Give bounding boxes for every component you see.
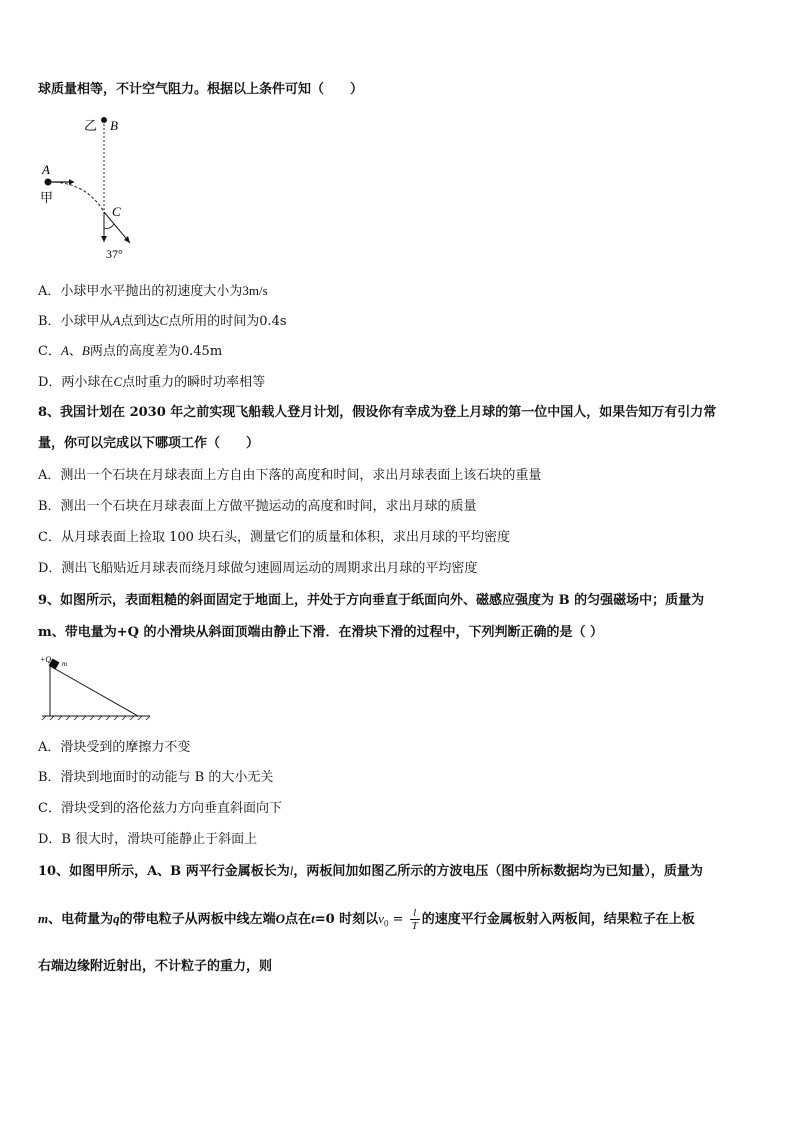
q8-option-a: A．测出一个石块在月球表面上方自由下落的高度和时间，求出月球表面上该石块的重量: [38, 468, 542, 483]
ground-hatching: [42, 716, 150, 720]
trajectory-curve: [50, 182, 104, 212]
label-angle: 37°: [106, 247, 123, 261]
fraction-l-over-t: $\frac{l}{T}$: [411, 907, 418, 932]
q7-option-a: A．小球甲水平抛出的初速度大小为3m/s: [38, 283, 268, 299]
q9-option-a: A．滑块受到的摩擦力不变: [38, 740, 191, 755]
q8-option-d: D．测出飞船贴近月球表而绕月球做匀速圆周运动的周期求出月球的平均密度: [38, 561, 478, 576]
q7-option-c: C．A、B两点的高度差为0.45m: [38, 343, 223, 359]
q8-stem-line1: 8、我国计划在 2030 年之前实现飞船载人登月计划，假设你有幸成为登上月球的第一位中国人，如果告知万有引力常: [38, 405, 717, 420]
incline-slope: [50, 666, 138, 716]
label-jia: 甲: [40, 190, 54, 205]
q9-option-c: C．滑块受到的洛伦兹力方向垂直斜面向下: [38, 801, 282, 816]
q7-option-b: B．小球甲从A点到达C点所用的时间为0.4s: [38, 313, 287, 329]
q9-option-d: D．B 很大时，滑块可能静止于斜面上: [38, 832, 258, 847]
label-a: A: [42, 162, 50, 177]
q8-option-b: B．测出一个石块在月球表面上方做平抛运动的高度和时间，求出月球的质量: [38, 499, 477, 514]
q7-intro-text: 球质量相等，不计空气阻力。根据以上条件可知（ ）: [38, 82, 364, 97]
q10-stem-line3: 右端边缘附近射出，不计粒子的重力，则: [38, 959, 273, 974]
label-yi: 乙: [84, 118, 98, 133]
q8-stem-line2: 量，你可以完成以下哪项工作（ ）: [38, 436, 260, 451]
label-c: C: [112, 204, 121, 219]
q8-option-c: C．从月球表面上捡取 100 块石头，测量它们的质量和体积，求出月球的平均密度: [38, 530, 511, 545]
q7-projectile-figure: [36, 112, 166, 262]
q7-option-d: D．两小球在C点时重力的瞬时功率相等: [38, 374, 266, 390]
q9-stem-line2: m、带电量为+Q 的小滑块从斜面顶端由静止下滑．在滑块下滑的过程中，下列判断正确的是（ ）: [38, 625, 604, 640]
q10-stem-line2: m、电荷量为q的带电粒子从两板中线左端O点在t=0 时刻以$v_0$ = $\frac{l}{T}$ 的速度平行金属板射入两板间，结果粒子在上板: [38, 907, 695, 932]
ball-b: [101, 117, 107, 123]
label-m: m: [62, 660, 68, 668]
q10-stem-line1: 10、如图甲所示，A、B 两平行金属板长为l，两板间加如图乙所示的方波电压（图中所标数据均为已知量），质量为: [38, 863, 703, 879]
q9-option-b: B．滑块到地面时的动能与 B 的大小无关: [38, 770, 274, 785]
label-b: B: [110, 118, 118, 133]
label-plus-q: +Q: [40, 655, 52, 664]
q9-incline-figure: [38, 654, 158, 724]
q9-stem-line1: 9、如图所示，表面粗糙的斜面固定于地面上，并处于方向垂直于纸面向外、磁感应强度为 B 的匀强磁场中；质量为: [38, 593, 705, 608]
